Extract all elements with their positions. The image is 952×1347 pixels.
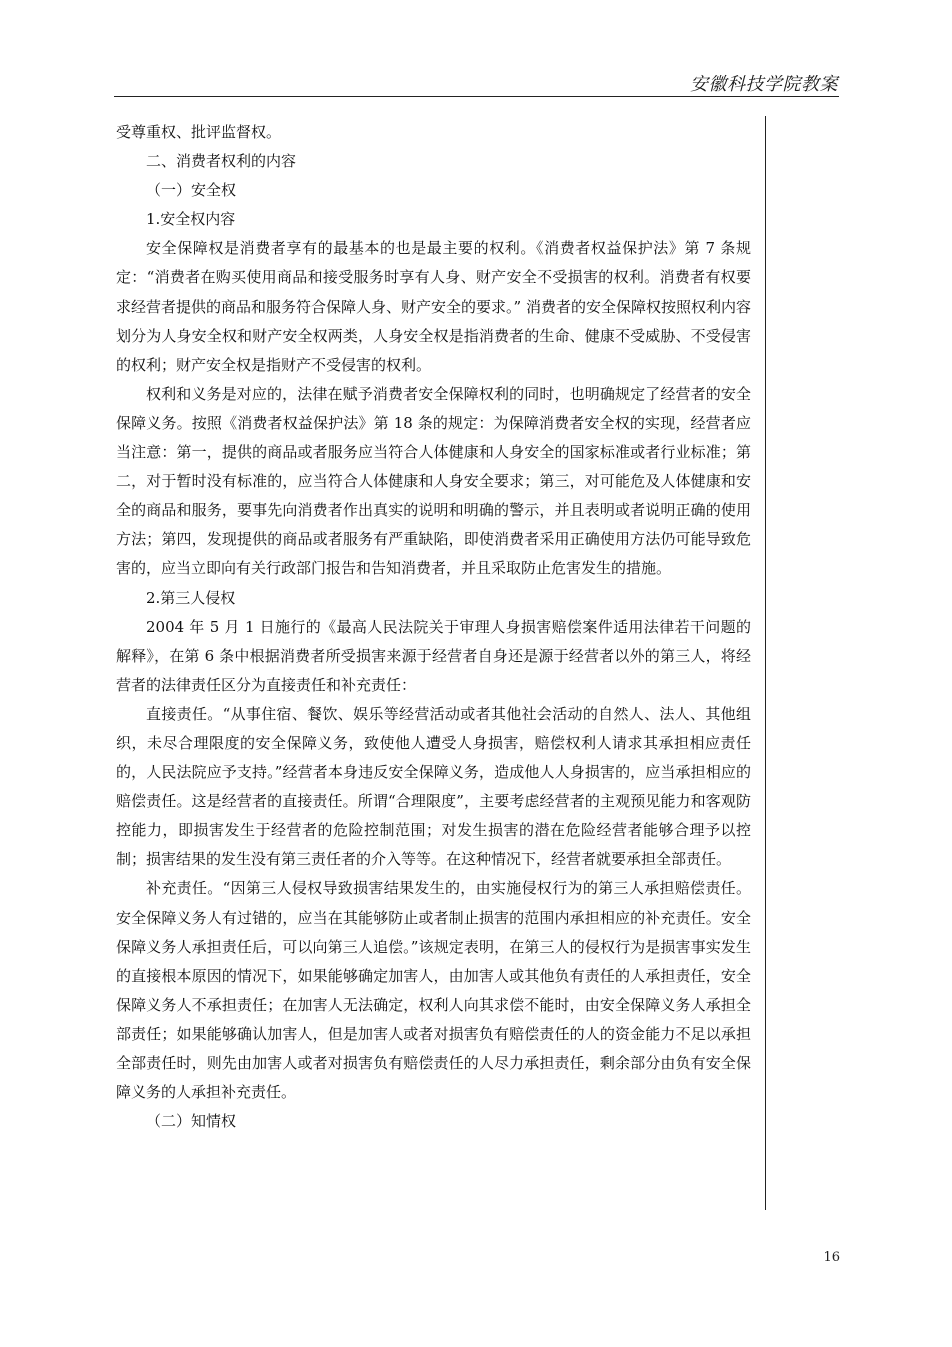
- right-margin-rule: [765, 116, 766, 1210]
- paragraph: 受尊重权、批评监督权。: [116, 123, 282, 141]
- item-heading: 1.安全权内容: [146, 210, 236, 229]
- header-divider: [114, 96, 839, 97]
- paragraph: 2004 年 5 月 1 日施行的《最高人民法院关于审理人身损害赔偿案件适用法律若干问题的解释》，在第 6 条中根据消费者所受损害来源于经营者自身还是源于经营者以外的第三人，将经营者的法律责任区分为直接责任和补充责任：: [116, 617, 751, 694]
- document-header-title: 安徽科技学院教案: [690, 74, 838, 95]
- paragraph: 补充责任。“因第三人侵权导致损害结果发生的，由实施侵权行为的第三人承担赔偿责任。安全保障义务人有过错的，应当在其能够防止或者制止损害的范围内承担相应的补充责任。安全保障义务人承担责任后，可以向第三人追偿。”该规定表明，在第三人的侵权行为是损害事实发生的直接根本原因的情况下，如果能够确定加害人，由加害人或其他负有责任的人承担责任，安全保障义务人不承担责任；在加害人无法确定，权利人向其求偿不能时，由安全保障义务人承担全部责任；如果能够确认加害人，但是加害人或者对损害负有赔偿责任的人的资金能力不足以承担全部责任时，则先由加害人或者对损害负有赔偿责任的人尽力承担责任，剩余部分由负有安全保障义务的人承担补充责任。: [116, 879, 751, 1102]
- paragraph: 权利和义务是对应的，法律在赋予消费者安全保障权利的同时，也明确规定了经营者的安全保障义务。按照《消费者权益保护法》第 18 条的规定：为保障消费者安全权的实现，经营者应当注意：第一，提供的商品或者服务应当符合人体健康和人身安全的国家标准或者行业标准；第二，对于暂时没有标准的，应当符合人体健康和人身安全要求；第三，对可能危及人体健康和安全的商品和服务，要事先向消费者作出真实的说明和明确的警示，并且表明或者说明正确的使用方法；第四，发现提供的商品或者服务有严重缺陷，即使消费者采用正确使用方法仍可能导致危害的，应当立即向有关行政部门报告和告知消费者，并且采取防止危害发生的措施。: [116, 384, 751, 578]
- paragraph: 安全保障权是消费者享有的最基本的也是最主要的权利。《消费者权益保护法》第 7 条规定：“消费者在购买使用商品和接受服务时享有人身、财产安全不受损害的权利。消费者有权要求经营者提供的商品和服务符合保障人身、财产安全的要求。” 消费者的安全保障权按照权利内容划分为人身安全权和财产安全权两类，人身安全权是指消费者的生命、健康不受威胁、不受侵害的权利；财产安全权是指财产不受侵害的权利。: [116, 239, 751, 374]
- body-text: [116, 118, 751, 1136]
- page-number: 16: [823, 1250, 840, 1265]
- section-heading: 二、消费者权利的内容: [146, 152, 297, 171]
- subsection-heading: （一）安全权: [146, 181, 237, 200]
- item-heading: 2.第三人侵权: [146, 588, 236, 607]
- subsection-heading: （二）知情权: [146, 1112, 237, 1131]
- paragraph: 直接责任。“从事住宿、餐饮、娱乐等经营活动或者其他社会活动的自然人、法人、其他组织，未尽合理限度的安全保障义务，致使他人遭受人身损害，赔偿权利人请求其承担相应责任的，人民法院应予支持。”经营者本身违反安全保障义务，造成他人人身损害的，应当承担相应的赔偿责任。这是经营者的直接责任。所谓“合理限度”，主要考虑经营者的主观预见能力和客观防控能力，即损害发生于经营者的危险控制范围；对发生损害的潜在危险经营者能够合理予以控制；损害结果的发生没有第三责任者的介入等等。在这种情况下，经营者就要承担全部责任。: [116, 704, 751, 869]
